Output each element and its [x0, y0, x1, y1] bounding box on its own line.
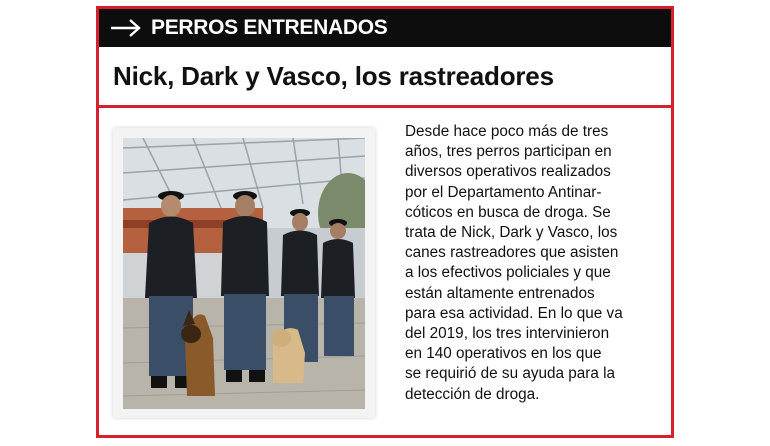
body-line: están altamente entrenados — [405, 284, 595, 302]
body-line: diversos operativos realizados — [405, 163, 611, 181]
headline: Nick, Dark y Vasco, los rastreadores — [113, 60, 554, 91]
body-line: Desde hace poco más de tres — [405, 123, 609, 140]
body-line: del 2019, los tres intervinieron — [405, 325, 610, 343]
photo-illustration — [123, 138, 365, 409]
right-arrow-icon — [109, 18, 143, 38]
photo-frame — [113, 128, 375, 418]
body-line: para esa actividad. En lo que va — [405, 304, 623, 322]
section-kicker: PERROS ENTRENADOS — [151, 16, 388, 39]
article-content — [99, 108, 671, 435]
news-photo — [123, 138, 365, 409]
body-line: por el Departamento Antinar- — [405, 183, 602, 201]
body-line: en 140 operativos en los que — [405, 345, 602, 363]
section-bar — [99, 9, 671, 47]
article-box — [96, 6, 674, 438]
body-text — [405, 122, 667, 405]
body-line: trata de Nick, Dark y Vasco, los — [405, 224, 618, 242]
body-line: se requirió de su ayuda para la — [405, 365, 616, 383]
body-line: años, tres perros participan en — [405, 143, 612, 161]
body-line: canes rastreadores que asisten — [405, 244, 619, 262]
body-line: detección de droga. — [405, 385, 540, 403]
body-line: cóticos en busca de droga. Se — [405, 203, 611, 221]
body-line: a los efectivos policiales y que — [405, 264, 611, 282]
